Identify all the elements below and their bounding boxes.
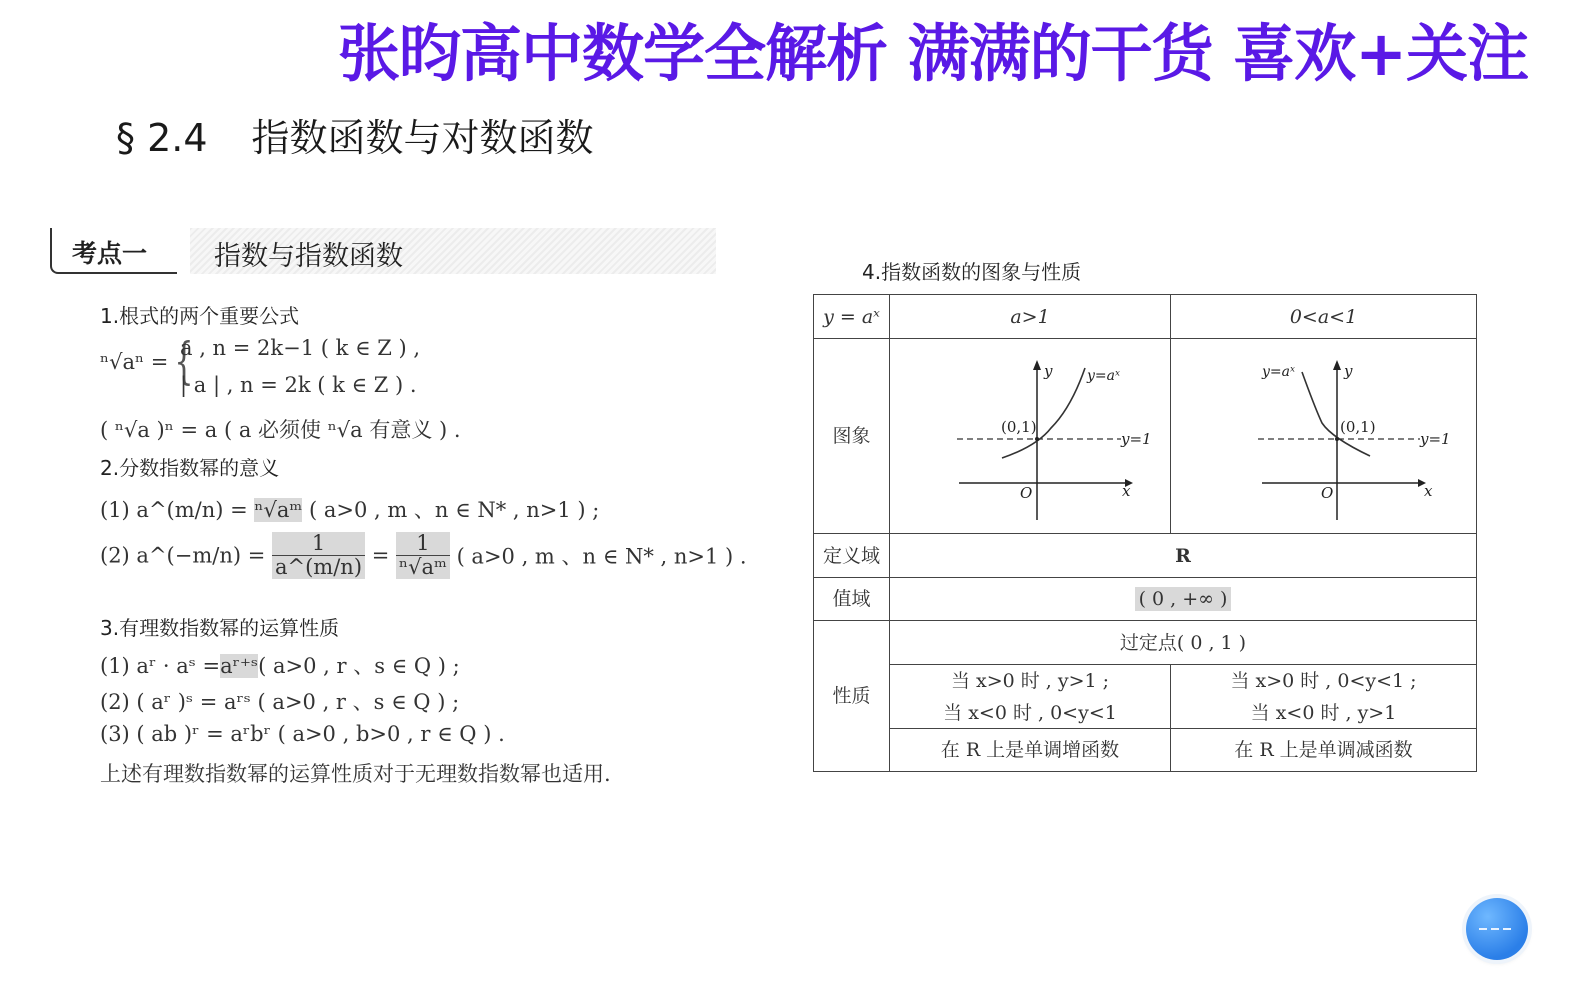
- svg-text:y: y: [1344, 362, 1353, 380]
- header-a-greater-1: [889, 294, 1171, 339]
- fraction-numerator: 1: [396, 532, 450, 556]
- sign-line-1: 当 x>0 时 , 0<y<1 ;: [1230, 669, 1417, 692]
- part2-heading: 2.分数指数幂的意义: [100, 456, 280, 480]
- floating-assistant-button[interactable]: [1466, 898, 1528, 960]
- floating-assistant-icon: [1479, 928, 1515, 930]
- svg-text:y=aˣ: y=aˣ: [1262, 364, 1295, 380]
- header-col1-label: a>1: [1010, 305, 1050, 328]
- svg-text:O: O: [1321, 484, 1334, 502]
- svg-text:(0,1): (0,1): [1340, 418, 1376, 436]
- decreasing-exponential-graph: [1170, 338, 1477, 534]
- equals-sign: =: [371, 543, 390, 568]
- header-col2-label: 0<a<1: [1289, 305, 1358, 328]
- domain-value: R: [889, 533, 1477, 578]
- svg-text:(0,1): (0,1): [1001, 418, 1037, 436]
- part1-heading: 1.根式的两个重要公式: [100, 304, 300, 328]
- graph-decreasing-cell: [1170, 338, 1477, 534]
- formula2-condition: ( a>0 , m 、n ∈ N* , n>1 ) .: [456, 544, 747, 569]
- exponent-rule-1: [100, 650, 460, 680]
- range-value: ( 0 , +∞ ): [1135, 587, 1232, 611]
- table-corner: [813, 294, 890, 339]
- sign-line-1: 当 x>0 时 , y>1 ;: [950, 669, 1110, 692]
- section-heading: [116, 110, 594, 166]
- svg-text:O: O: [1020, 484, 1033, 502]
- header-a-between-0-1: [1170, 294, 1477, 339]
- kaodian-tag: [50, 228, 177, 274]
- sign-line-2: 当 x<0 时 , y>1: [1250, 701, 1397, 724]
- graph-increasing-cell: [889, 338, 1171, 534]
- svg-text:y=aˣ: y=aˣ: [1087, 368, 1120, 384]
- corner-label: y = aˣ: [823, 305, 880, 328]
- sign-behavior-increasing: [889, 664, 1171, 729]
- brace-icon: {: [174, 332, 194, 390]
- table-title: 4.指数函数的图象与性质: [862, 260, 1082, 284]
- svg-text:y=1: y=1: [1121, 430, 1152, 448]
- root-identity: ( ⁿ√a )ⁿ = a ( a 必须使 ⁿ√a 有意义 ) .: [100, 418, 461, 442]
- formula1-prefix: (1) a^(m/n) =: [100, 498, 248, 522]
- piecewise-case-1: a , n = 2k−1 ( k ∈ Z ) ,: [180, 336, 421, 360]
- svg-text:x: x: [1424, 482, 1433, 500]
- svg-text:y: y: [1044, 362, 1053, 380]
- kaodian-tag-label: 考点一: [72, 239, 148, 268]
- fraction-numerator: 1: [272, 532, 365, 556]
- svg-text:x: x: [1122, 482, 1131, 500]
- kaodian-title-bar: [190, 228, 716, 274]
- range-value-cell: [889, 577, 1477, 621]
- fractional-power-formula-1: [100, 494, 599, 524]
- piecewise-case-2: | a | , n = 2k ( k ∈ Z ) .: [180, 373, 417, 397]
- section-number: § 2.4: [116, 116, 208, 160]
- sign-line-2: 当 x<0 时 , 0<y<1: [943, 701, 1117, 724]
- formula2-fraction-1: [272, 532, 365, 579]
- range-row-label: 值域: [813, 577, 890, 621]
- graph-row-label: 图象: [813, 338, 890, 534]
- section-title: 指数函数与对数函数: [251, 116, 594, 160]
- sign-behavior-decreasing: [1170, 664, 1477, 729]
- formula1-highlight: ⁿ√aᵐ: [254, 498, 303, 522]
- fraction-denominator: ⁿ√aᵐ: [399, 555, 447, 580]
- increasing-exponential-graph: [889, 338, 1171, 534]
- monotonic-decreasing: 在 R 上是单调减函数: [1170, 728, 1477, 772]
- properties-row-label: 性质: [813, 620, 890, 772]
- fixed-point: 过定点( 0 , 1 ): [889, 620, 1477, 665]
- rule1-highlight: aʳ⁺ˢ: [220, 654, 259, 678]
- kaodian-title: 指数与指数函数: [214, 241, 403, 272]
- svg-text:y=1: y=1: [1420, 430, 1451, 448]
- fractional-power-formula-2: [100, 532, 747, 579]
- formula2-fraction-2: [396, 532, 450, 579]
- exponential-function-table: [813, 294, 1477, 772]
- part3-heading: 3.有理数指数幂的运算性质: [100, 616, 340, 640]
- formula2-prefix: (2) a^(−m/n) =: [100, 543, 266, 568]
- exponent-rule-note: 上述有理数指数幂的运算性质对于无理数指数幂也适用.: [100, 762, 611, 786]
- monotonic-increasing: 在 R 上是单调增函数: [889, 728, 1171, 772]
- banner-title: 张昀高中数学全解析 满满的干货 喜欢+关注: [338, 17, 1529, 90]
- exponent-rule-3: (3) ( ab )ʳ = aʳbʳ ( a>0 , b>0 , r ∈ Q ) .: [100, 722, 505, 746]
- formula1-condition: ( a>0 , m 、n ∈ N* , n>1 ) ;: [308, 498, 600, 522]
- fraction-denominator: a^(m/n): [275, 555, 363, 580]
- exponent-rule-2: (2) ( aʳ )ˢ = aʳˢ ( a>0 , r 、s ∈ Q ) ;: [100, 690, 460, 714]
- rule1-prefix: (1) aʳ · aˢ =: [100, 654, 221, 678]
- domain-row-label: 定义域: [813, 533, 890, 578]
- piecewise-lhs: ⁿ√aⁿ =: [100, 350, 169, 374]
- rule1-condition: ( a>0 , r 、s ∈ Q ) ;: [258, 654, 460, 678]
